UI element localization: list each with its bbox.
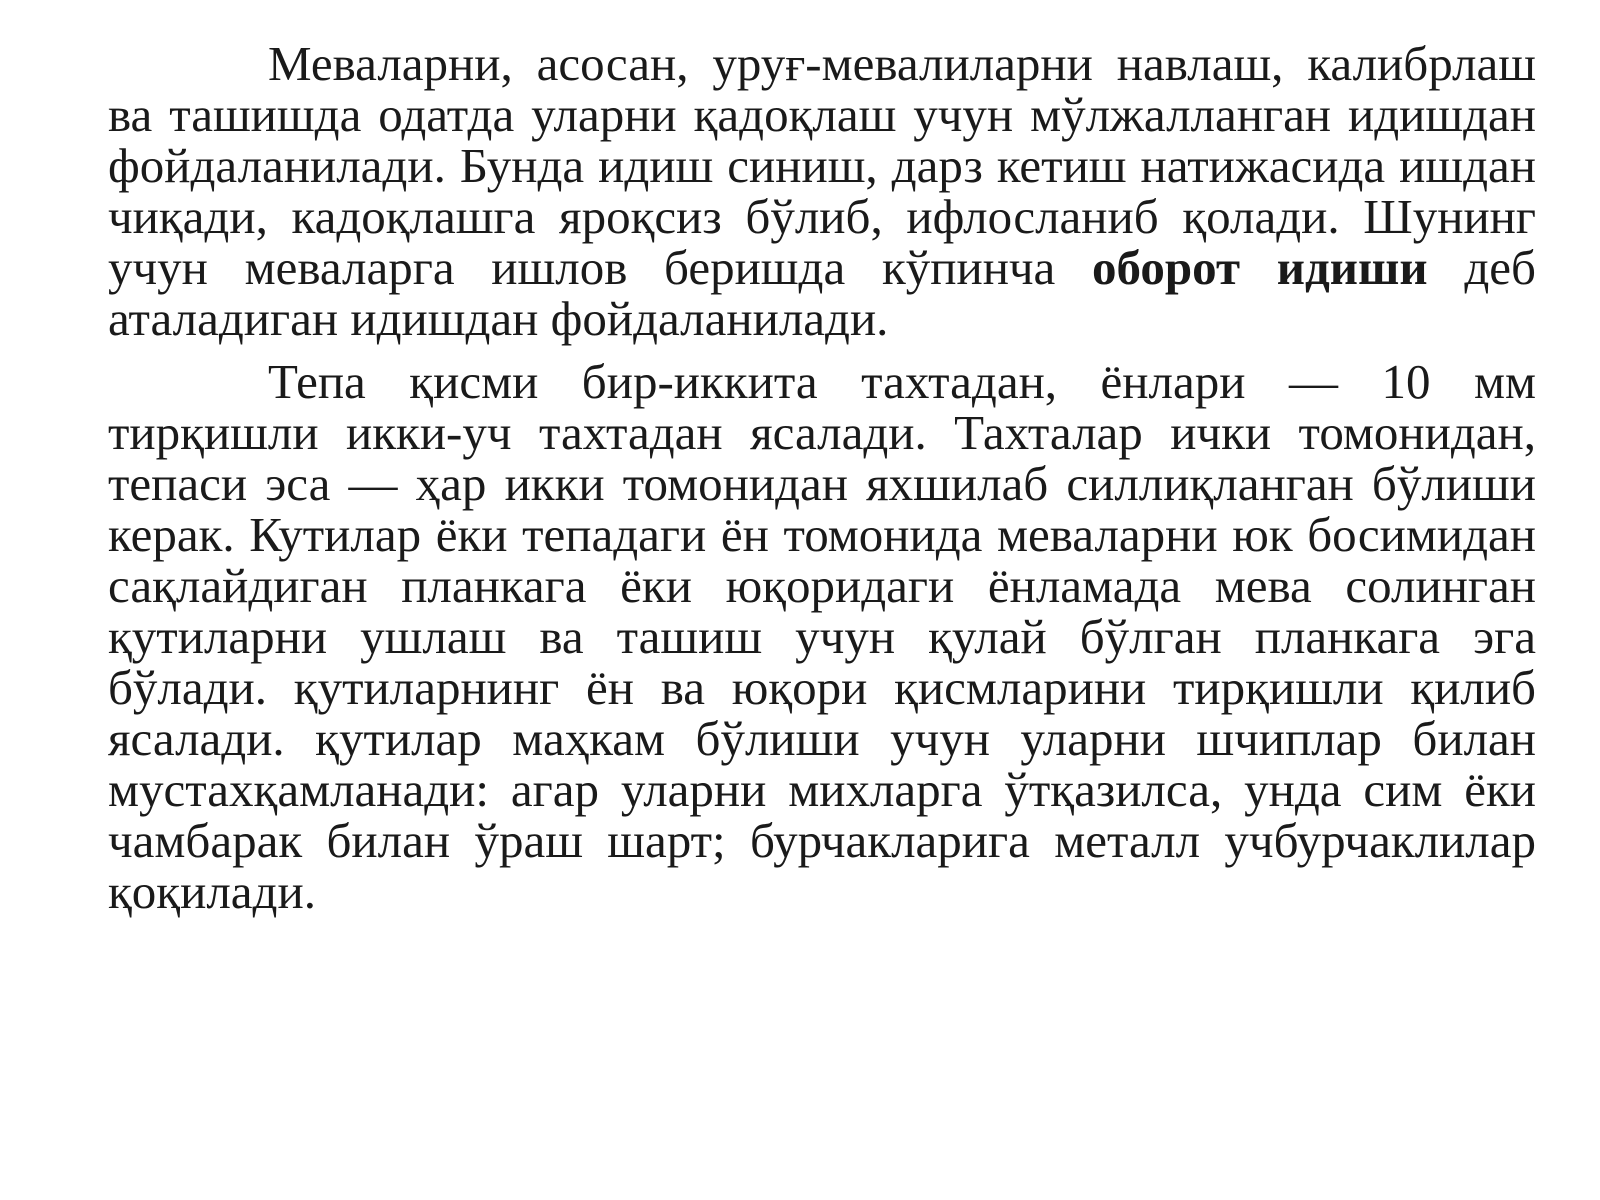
paragraph-1-text-start: Меваларни, асосан, уруғ-мевалиларни навлаш, калибрлаш ва ташишда одатда уларни қадоқлаш учун мўлжалланган идишдан фойдаланилади. Бунда идиш синиш, дарз кетиш натижасида ишдан чиқади, кадоқлашга яроқсиз бўлиб, ифлосланиб қолади. Шунинг учун меваларга ишлов беришда кўпинча [108,36,1536,295]
paragraph-2: Тепа қисми бир-иккита тахтадан, ёнлари — 10 мм тирқишли икки-уч тахтадан ясалади. Тахталар ички томонидан, тепаси эса — ҳар икки томонидан яхшилаб силлиқланган бўлиши керак. Кутилар ёки тепадаги ён томонида меваларни юк босимидан сақлайдиган планкага ёки юқоридаги ёнламада мева солинган қутиларни ушлаш ва ташиш учун қулай бўлган планкага эга бўлади. қутиларнинг ён ва юқори қисмларини тирқишли қилиб ясалади. қутилар маҳкам бўлиши учун уларни шчиплар билан мустахқамланади: агар уларни михларга ўтқазилса, унда сим ёки чамбарак билан ўраш шарт; бурчакларига металл учбурчаклилар қоқилади. [108,354,1536,919]
document-page [108,38,1536,917]
paragraph-1-text-end: деб аталадиган идишдан фойдаланилади. [108,240,1536,346]
bold-term: оборот идиши [1092,240,1428,295]
paragraph-1 [108,38,1536,344]
